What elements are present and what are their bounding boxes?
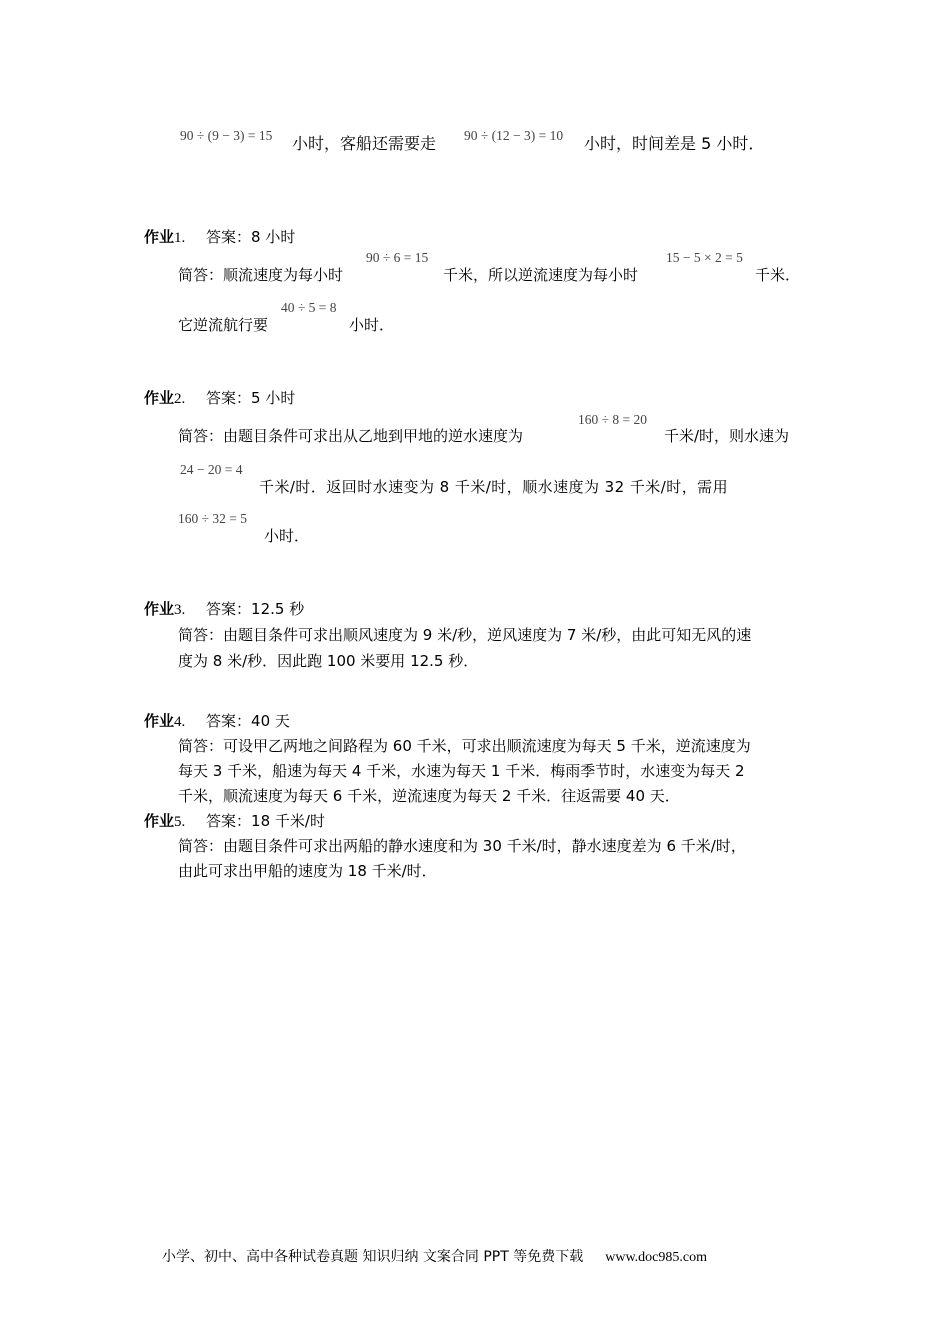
hw1-text-4: 小时．	[349, 316, 395, 334]
hw3-line-2: 度为 8 米/秒．因此跑 100 米要用 12.5 秒．	[178, 652, 479, 670]
hw1-equation-1: 90 ÷ 6 = 15	[366, 250, 429, 265]
hw5-line-2: 由此可求出甲船的速度为 18 千米/时．	[178, 862, 437, 880]
hw2-equation-3: 160 ÷ 32 = 5	[178, 511, 248, 526]
hw5-heading	[144, 811, 325, 832]
intro-equation-1: 90 ÷ (9 − 3) = 15	[180, 128, 273, 143]
page-footer	[162, 1246, 707, 1266]
hw1-text-3: 它逆流航行要	[178, 316, 269, 334]
hw3-line-1: 简答：由题目条件可求出顺风速度为 9 米/秒，逆风速度为 7 米/秒，由此可知无风的速	[178, 626, 752, 644]
hw4-line-1: 简答：可设甲乙两地之间路程为 60 千米，可求出顺流速度为每天 5 千米，逆流速度为	[178, 737, 751, 755]
hw3-number: 3.	[174, 602, 186, 618]
intro-text-2: 小时，时间差是 5 小时．	[584, 134, 765, 153]
hw2-equation-1: 160 ÷ 8 = 20	[578, 412, 648, 427]
hw4-answer: 答案：40 天	[206, 712, 290, 730]
hw1-heading	[144, 227, 295, 248]
intro-equation-2: 90 ÷ (12 − 3) = 10	[464, 128, 564, 143]
hw2-label: 作业	[144, 389, 175, 407]
hw5-number: 5.	[174, 814, 186, 830]
hw4-number: 4.	[174, 714, 186, 730]
hw1-equation-3: 40 ÷ 5 = 8	[281, 300, 337, 315]
hw2-equation-2: 24 − 20 = 4	[180, 462, 243, 477]
hw2-heading	[144, 388, 295, 409]
hw3-heading	[144, 599, 304, 620]
hw4-heading	[144, 711, 290, 732]
hw1-label: 作业	[144, 228, 175, 246]
footer-text: 小学、初中、高中各种试卷真题 知识归纳 文案合同 PPT 等免费下载	[162, 1249, 584, 1265]
hw3-answer: 答案：12.5 秒	[206, 600, 305, 618]
hw5-line-1: 简答：由题目条件可求出两船的静水速度和为 30 千米/时，静水速度差为 6 千米/时，	[178, 837, 746, 855]
hw1-number: 1.	[174, 230, 186, 246]
hw4-line-2: 每天 3 千米，船速为每天 4 千米，水速为每天 1 千米．梅雨季节时，水速变为每天 2	[178, 762, 745, 780]
hw4-label: 作业	[144, 712, 175, 730]
hw1-text-1: 千米，所以逆流速度为每小时	[443, 266, 639, 284]
hw5-label: 作业	[144, 812, 175, 830]
hw2-text-1: 千米/时，则水速为	[664, 427, 790, 445]
hw2-answer: 答案：5 小时	[206, 389, 296, 407]
footer-url[interactable]: www.doc985.com	[605, 1250, 707, 1265]
hw5-answer: 答案：18 千米/时	[206, 812, 325, 830]
hw1-text-2: 千米．	[755, 266, 801, 284]
hw1-equation-2: 15 − 5 × 2 = 5	[666, 250, 743, 265]
hw3-label: 作业	[144, 600, 175, 618]
hw1-brief: 简答：顺流速度为每小时	[178, 266, 344, 284]
hw2-brief: 简答：由题目条件可求出从乙地到甲地的逆水速度为	[178, 427, 524, 445]
hw2-number: 2.	[174, 391, 186, 407]
intro-text-1: 小时，客船还需要走	[292, 134, 437, 153]
hw2-text-2: 千米/时．返回时水速变为 8 千米/时，顺水速度为 32 千米/时，需用	[259, 478, 729, 496]
hw2-text-3: 小时．	[264, 527, 310, 545]
hw1-answer: 答案：8 小时	[206, 228, 296, 246]
hw4-line-3: 千米，顺流速度为每天 6 千米，逆流速度为每天 2 千米．往返需要 40 天．	[178, 787, 680, 805]
